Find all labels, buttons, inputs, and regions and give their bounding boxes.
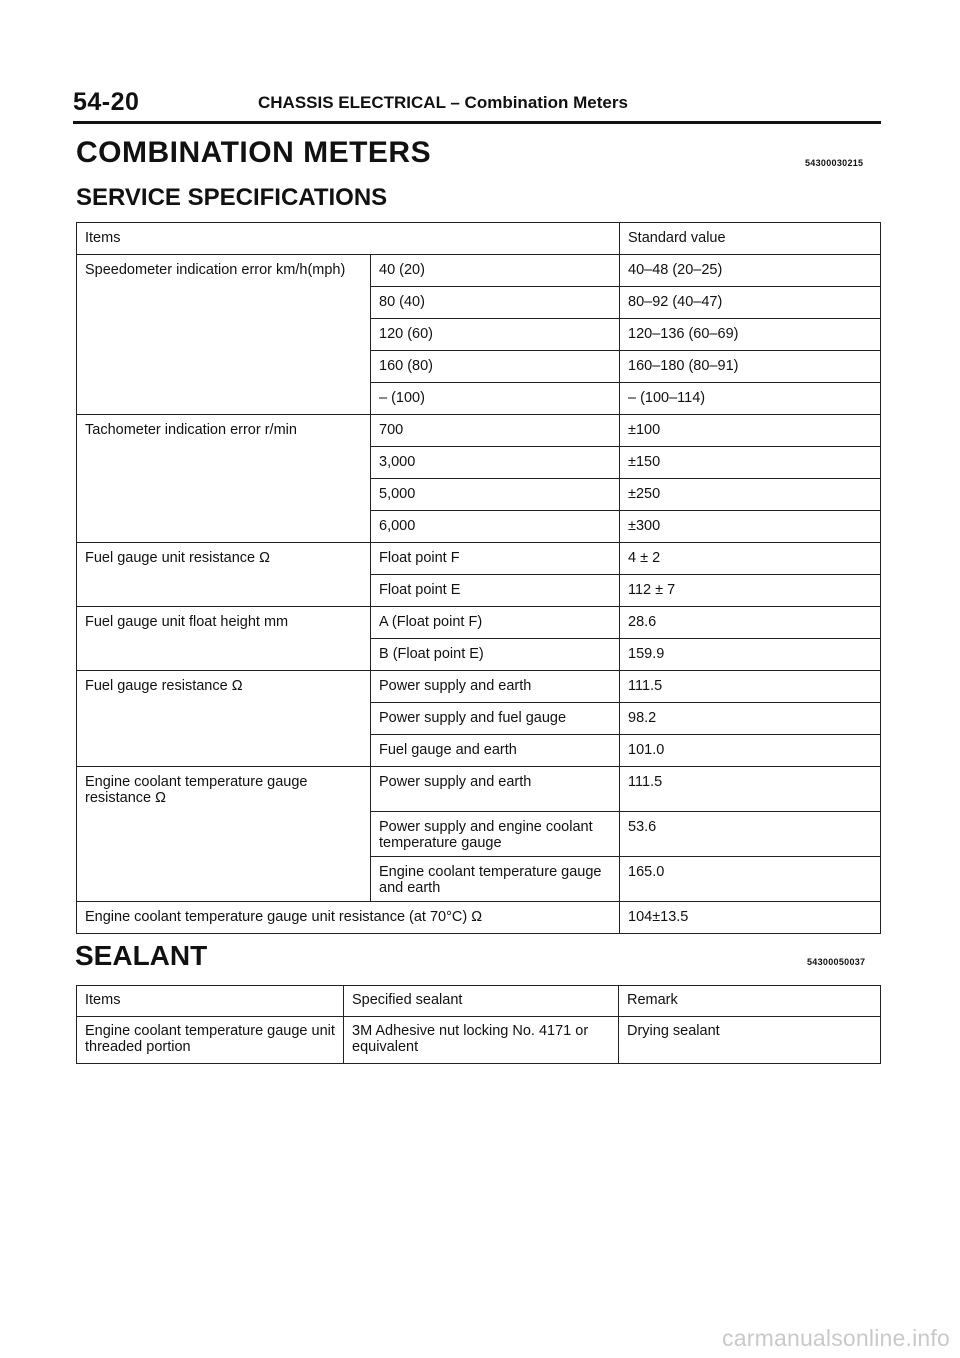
- spec-item: Fuel gauge unit float height mm: [77, 607, 371, 639]
- spec-condition: 40 (20): [371, 255, 620, 287]
- spec-item: [77, 319, 371, 351]
- spec-value: 80–92 (40–47): [620, 287, 881, 319]
- spec-value: 98.2: [620, 703, 881, 735]
- spec-col-standard: Standard value: [620, 223, 881, 255]
- spec-item: Fuel gauge resistance Ω: [77, 671, 371, 703]
- sealant-remark: Drying sealant: [619, 1017, 881, 1064]
- sealant-row: [77, 1017, 881, 1064]
- spec-value: 159.9: [620, 639, 881, 671]
- sealant-table: [76, 985, 881, 1064]
- spec-item: [77, 383, 371, 415]
- spec-row: [77, 811, 881, 856]
- spec-value: ±300: [620, 511, 881, 543]
- spec-item: [77, 735, 371, 767]
- spec-header-row: [77, 223, 881, 255]
- spec-row: [77, 703, 881, 735]
- spec-item: [77, 511, 371, 543]
- spec-condition: 5,000: [371, 479, 620, 511]
- spec-value: ±250: [620, 479, 881, 511]
- spec-row: [77, 511, 881, 543]
- spec-item: [77, 287, 371, 319]
- spec-row: [77, 639, 881, 671]
- spec-row: [77, 479, 881, 511]
- spec-condition: 700: [371, 415, 620, 447]
- sealant-col-items: Items: [77, 986, 344, 1017]
- spec-condition: Power supply and fuel gauge: [371, 703, 620, 735]
- service-specs-heading: SERVICE SPECIFICATIONS: [76, 184, 388, 211]
- spec-value: ±100: [620, 415, 881, 447]
- sealant-code: 54300050037: [807, 957, 866, 967]
- spec-last-row: [77, 901, 881, 933]
- spec-row: [77, 671, 881, 703]
- header-rule: [73, 121, 881, 124]
- spec-value: 101.0: [620, 735, 881, 767]
- spec-condition: – (100): [371, 383, 620, 415]
- page-number: 54-20: [73, 88, 140, 116]
- spec-row: [77, 735, 881, 767]
- spec-item: Tachometer indication error r/min: [77, 415, 371, 447]
- sealant-col-specified: Specified sealant: [344, 986, 619, 1017]
- spec-value: 160–180 (80–91): [620, 351, 881, 383]
- spec-row: [77, 607, 881, 639]
- spec-row: [77, 255, 881, 287]
- spec-value: 165.0: [620, 856, 881, 901]
- spec-condition: Power supply and earth: [371, 671, 620, 703]
- spec-row: [77, 575, 881, 607]
- watermark: carmanualsonline.info: [722, 1325, 950, 1351]
- sealant-heading: SEALANT: [75, 940, 208, 971]
- spec-item: [77, 447, 371, 479]
- spec-item: [77, 575, 371, 607]
- spec-item: [77, 703, 371, 735]
- spec-condition: Float point F: [371, 543, 620, 575]
- spec-item: Fuel gauge unit resistance Ω: [77, 543, 371, 575]
- spec-condition: Power supply and earth: [371, 767, 620, 812]
- spec-row: [77, 447, 881, 479]
- spec-condition: Engine coolant temperature gauge and earth: [371, 856, 620, 901]
- spec-condition: Power supply and engine coolant temperature gauge: [371, 811, 620, 856]
- service-specifications-table: [76, 222, 881, 934]
- spec-value: ±150: [620, 447, 881, 479]
- spec-condition: Fuel gauge and earth: [371, 735, 620, 767]
- spec-row: [77, 319, 881, 351]
- spec-item: [77, 479, 371, 511]
- spec-condition: 80 (40): [371, 287, 620, 319]
- spec-value: 40–48 (20–25): [620, 255, 881, 287]
- spec-condition: B (Float point E): [371, 639, 620, 671]
- spec-last-item: Engine coolant temperature gauge unit resistance (at 70°C) Ω: [77, 901, 620, 933]
- spec-condition: A (Float point F): [371, 607, 620, 639]
- sealant-col-remark: Remark: [619, 986, 881, 1017]
- spec-condition: 6,000: [371, 511, 620, 543]
- section-title: CHASSIS ELECTRICAL – Combination Meters: [258, 93, 628, 112]
- spec-condition: Float point E: [371, 575, 620, 607]
- spec-item: Speedometer indication error km/h(mph): [77, 255, 371, 287]
- spec-item: [77, 639, 371, 671]
- page-title: COMBINATION METERS: [76, 136, 432, 169]
- spec-condition: 120 (60): [371, 319, 620, 351]
- spec-condition: 160 (80): [371, 351, 620, 383]
- spec-item: Engine coolant temperature gauge resistance Ω: [77, 767, 371, 812]
- spec-row: [77, 415, 881, 447]
- spec-value: 28.6: [620, 607, 881, 639]
- spec-value: 53.6: [620, 811, 881, 856]
- spec-row: [77, 351, 881, 383]
- spec-row: [77, 856, 881, 901]
- spec-last-value: 104±13.5: [620, 901, 881, 933]
- spec-value: 111.5: [620, 767, 881, 812]
- spec-value: 120–136 (60–69): [620, 319, 881, 351]
- sealant-item: Engine coolant temperature gauge unit threaded portion: [77, 1017, 344, 1064]
- spec-row: [77, 543, 881, 575]
- spec-value: 111.5: [620, 671, 881, 703]
- spec-row: [77, 383, 881, 415]
- spec-value: – (100–114): [620, 383, 881, 415]
- spec-item: [77, 856, 371, 901]
- spec-value: 4 ± 2: [620, 543, 881, 575]
- title-code: 54300030215: [805, 158, 864, 168]
- sealant-specified: 3M Adhesive nut locking No. 4171 or equivalent: [344, 1017, 619, 1064]
- spec-row: [77, 767, 881, 812]
- spec-value: 112 ± 7: [620, 575, 881, 607]
- spec-row: [77, 287, 881, 319]
- spec-condition: 3,000: [371, 447, 620, 479]
- spec-item: [77, 811, 371, 856]
- spec-col-items: Items: [77, 223, 620, 255]
- sealant-header-row: [77, 986, 881, 1017]
- spec-item: [77, 351, 371, 383]
